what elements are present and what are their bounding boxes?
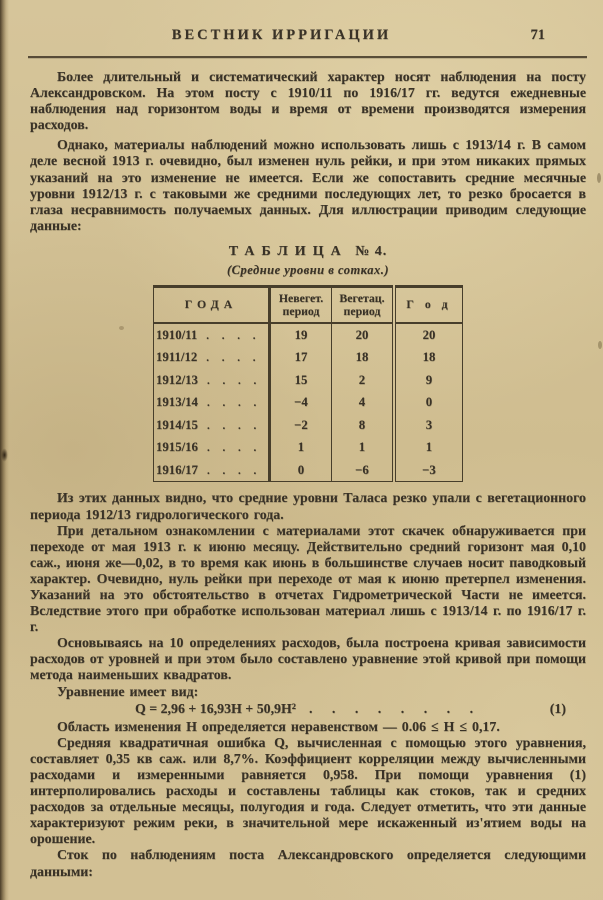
col-header-veg: Вегетац. период (332, 286, 395, 323)
table-row (154, 436, 463, 459)
paragraph-error-correlation: Средняя квадратичная ошибка Q, вычисленная с помощью этого уравнения, составляет 0,35 кв саж. или 8,7%. Коэффициент корреляции между вычисленными расходами и измеренными равняется 0,958. При помощи уравнения (1) интерполировались расходы и составлены таблицы как стоков, так и средних расходов за отдельные месяцы, полугодия и года. Следует отметить, что эти данные характеризуют режим реки, в значительной мере искаженный из'ятием воды на орошение. (30, 735, 586, 848)
header-divider (28, 56, 587, 58)
paragraph-h-range: Область изменения Н определяется неравенством — 0.06 ≤ Н ≤ 0,17. (57, 719, 500, 735)
total-value: 9 (394, 369, 463, 392)
leader-dots: . . . . (206, 464, 262, 477)
table-row (154, 369, 463, 392)
col-header-nonveg: Невегет. период (270, 286, 332, 323)
total-value: 0 (394, 391, 463, 414)
veg-value: 4 (332, 391, 395, 414)
total-value: 1 (394, 436, 463, 459)
year-label: 1916/17 (156, 462, 198, 477)
paragraph-conclusion-levels: Из этих данных видно, что средние уровни Таласа резко упали с вегетационного периода 1912/13 гидрологического года. (30, 491, 586, 523)
year-label: 1912/13 (156, 372, 198, 387)
leader-dots: . . . . (206, 352, 261, 365)
year-label: 1910/11 (156, 327, 198, 342)
table-container (30, 285, 586, 483)
journal-title: ВЕСТНИК ИРРИГАЦИИ (171, 27, 392, 43)
table-row (154, 323, 463, 347)
year-label: 1915/16 (156, 440, 198, 455)
nonveg-value: 17 (270, 346, 332, 369)
paragraph-jump-analysis: При детальном ознакомлении с материалами этот скачек обнаруживается при переходе от мая 1913 г. к июню месяцу. Действительно средний горизонт мая 0,10 саж., июня же—0,02, в то время как июнь в большинстве случаев носит паводковый характер. Очевидно, нуль рейки при переходе от мая к июню претерпел изменения. Указаний на это обстоятельство в отчетах Гидрометрической Части не имеется. Вследствие этого при обработке использован материал лишь с 1913/14 г. по 1916/17 г. г. (30, 523, 586, 636)
leader-dots: . . . . (206, 442, 262, 455)
leader-dots: . . . . (206, 419, 262, 432)
page-body (30, 70, 586, 881)
scan-speck (597, 173, 601, 183)
veg-value: −6 (332, 459, 395, 482)
page-number: 71 (530, 27, 545, 43)
total-value: 3 (394, 414, 463, 437)
scan-speck (119, 326, 124, 330)
table-row (154, 414, 463, 437)
veg-value: 1 (332, 436, 395, 459)
year-label: 1911/12 (156, 350, 198, 365)
veg-value: 20 (332, 323, 395, 347)
year-label: 1913/14 (156, 395, 198, 410)
table-row (154, 459, 463, 482)
nonveg-value: 1 (270, 436, 332, 459)
paragraph-observations: Более длительный и систематический характер носят наблюдения на посту Александровском. На этом посту с 1910/11 по 1916/17 гг. ведутся ежедневные наблюдения над горизонтом воды и время от времени производятся измерения расходов. (30, 70, 586, 134)
equation-formula: Q = 2,96 + 16,93Н + 50,9Н² (134, 701, 296, 717)
nonveg-value: 15 (270, 369, 332, 392)
veg-value: 8 (332, 414, 395, 437)
total-value: 18 (394, 346, 463, 369)
paragraph-runoff-intro: Сток по наблюдениям поста Александровского определяется следующими данными: (30, 848, 586, 880)
leader-dots: . . . . (206, 397, 262, 410)
scan-speck (598, 341, 602, 349)
col-header-years: ГОДА (154, 286, 270, 323)
leader-dots: . . . . (206, 374, 262, 387)
veg-value: 2 (332, 369, 395, 392)
total-value: 20 (394, 323, 463, 347)
equation-number: (1) (549, 701, 566, 717)
paragraph-equation-intro: Уравнение имеет вид: (57, 684, 199, 700)
year-label: 1914/15 (156, 417, 198, 432)
page-header (0, 0, 603, 52)
scan-speck-edge (0, 446, 9, 464)
table-title-word: ТАБЛИЦА (228, 243, 348, 259)
table-row (154, 346, 463, 369)
levels-table (153, 285, 463, 483)
col-header-year: Г о д (394, 286, 463, 323)
table-row (154, 391, 463, 414)
table-header-row (154, 286, 463, 323)
equation-leader-dots: . . . . . . . . (308, 701, 482, 717)
equation-line (30, 702, 586, 718)
veg-value: 18 (332, 346, 395, 369)
nonveg-value: −4 (270, 391, 332, 414)
nonveg-value: 19 (270, 323, 332, 347)
leader-dots: . . . . (206, 329, 261, 342)
nonveg-value: 0 (270, 459, 332, 482)
paragraph-materials: Однако, материалы наблюдений можно использовать лишь с 1913/14 г. В самом деле весной 1913 г. очевидно, был изменен нуль рейки, и при этом никаких прямых указаний на это изменение не имеется. Если же сопоставить средние месячные уровни 1912/13 г. с таковыми же средними последующих лет, то резко бросается в глаза несравнимость получаемых данных. Для иллюстрации приводим следующие данные: (30, 138, 586, 234)
table-title-number: № 4. (355, 243, 388, 259)
table-title (30, 244, 586, 260)
nonveg-value: −2 (270, 414, 332, 437)
total-value: −3 (394, 459, 463, 482)
table-body (154, 323, 463, 482)
table-head (154, 286, 463, 323)
paragraph-curve-construction: Основываясь на 10 определениях расходов, была построена кривая зависимости расходов от уровней и при этом было составлено уравнение этой кривой при помощи метода наименьших квадратов. (30, 636, 586, 684)
table-subtitle: (Средние уровни в сотках.) (227, 262, 389, 277)
